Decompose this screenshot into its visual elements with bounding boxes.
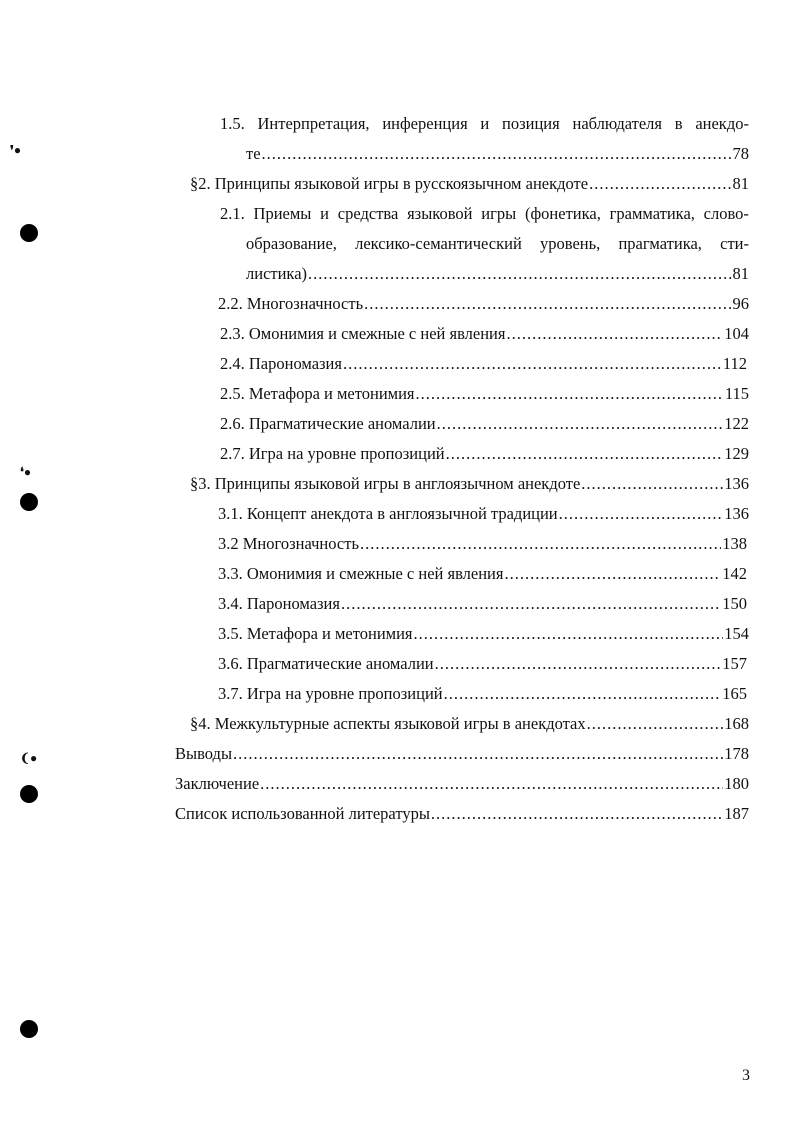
- dot-leader: [431, 804, 723, 824]
- toc-entry-title: 3.1. Концепт анекдота в англоязычной традиции: [218, 504, 558, 523]
- toc-word: Приемы: [253, 204, 312, 223]
- toc-entry-2-1-line2: [246, 234, 749, 254]
- toc-entry-title: 3.5. Метафора и метонимия: [218, 624, 413, 643]
- dot-leader: [435, 654, 722, 674]
- dot-leader: [262, 144, 732, 164]
- toc-word: и: [480, 114, 490, 133]
- toc-section-2: [190, 174, 749, 194]
- toc-page-number: 78: [732, 144, 749, 163]
- toc-word: (фонетика,: [524, 204, 601, 223]
- toc-page-number: 96: [732, 294, 749, 313]
- toc-entry-1-5-line1: [220, 114, 749, 134]
- toc-entry-2-2: [218, 294, 749, 314]
- toc-page-number: 165: [722, 684, 747, 703]
- toc-word: инференция: [382, 114, 468, 133]
- margin-mark-3: ❨●: [20, 751, 38, 765]
- toc-entry-3-6: [218, 654, 747, 674]
- toc-entry-1-5-line2: [246, 144, 749, 164]
- toc-entry-3-3: [218, 564, 747, 584]
- toc-page-number: 136: [724, 474, 749, 493]
- toc-page-number: 180: [724, 774, 749, 793]
- toc-entry-2-3: [220, 324, 749, 344]
- toc-word: в: [674, 114, 683, 133]
- toc-word: лексико-семантический: [355, 234, 522, 253]
- punch-hole-4: [20, 1020, 38, 1038]
- toc-entry-title: 2.5. Метафора и метонимия: [220, 384, 415, 403]
- toc-section-title: §3. Принципы языковой игры в англоязычном анекдоте: [190, 474, 581, 493]
- toc-entry-title: Заключение: [175, 774, 260, 793]
- dot-leader: [364, 294, 731, 314]
- toc-page-number: 138: [722, 534, 747, 553]
- toc-conclusions: [175, 744, 749, 764]
- dot-leader: [559, 504, 724, 524]
- dot-leader: [437, 414, 724, 434]
- toc-entry-3-1: [218, 504, 749, 524]
- toc-page-number: 115: [724, 384, 749, 403]
- toc-word: наблюдателя: [572, 114, 662, 133]
- dot-leader: [589, 174, 731, 194]
- dot-leader: [416, 384, 724, 404]
- toc-entry-title: 3.4. Парономазия: [218, 594, 340, 613]
- toc-entry-title: 3.6. Прагматические аномалии: [218, 654, 434, 673]
- dot-leader: [581, 474, 723, 494]
- dot-leader: [233, 744, 723, 764]
- toc-entry-title: 3.2 Многозначность: [218, 534, 359, 553]
- toc-word: образование,: [246, 234, 337, 253]
- toc-entry-title: Список использованной литературы: [175, 804, 430, 823]
- toc-page-number: 81: [732, 174, 749, 193]
- toc-entry-2-1-line1: [220, 204, 749, 224]
- toc-word: анекдо-: [695, 114, 749, 133]
- toc-word: сти-: [720, 234, 749, 253]
- toc-entry-title: 2.4. Парономазия: [220, 354, 342, 373]
- toc-entry-title: 2.7. Игра на уровне пропозиций: [220, 444, 445, 463]
- toc-word: слово-: [703, 204, 749, 223]
- toc-word: средства: [337, 204, 399, 223]
- toc-entry-2-4: [220, 354, 747, 374]
- toc-page-number: 142: [722, 564, 747, 583]
- page-number: 3: [742, 1067, 750, 1084]
- dot-leader: [587, 714, 724, 734]
- toc-entry-2-6: [220, 414, 749, 434]
- toc-page-number: 168: [724, 714, 749, 733]
- toc-page-number: 154: [724, 624, 749, 643]
- toc-entry-title: те: [246, 144, 261, 163]
- dot-leader: [343, 354, 722, 374]
- toc-word: и: [320, 204, 330, 223]
- toc-entry-title: листика): [246, 264, 308, 283]
- toc-word: позиция: [502, 114, 560, 133]
- toc-final-conclusion: [175, 774, 749, 794]
- toc-entry-3-7: [218, 684, 747, 704]
- dot-leader: [506, 324, 723, 344]
- punch-hole-2: [20, 493, 38, 511]
- toc-page-number: 129: [724, 444, 749, 463]
- toc-page-number: 122: [724, 414, 749, 433]
- toc-section-title: §4. Межкультурные аспекты языковой игры в анекдотах: [190, 714, 586, 733]
- toc-word: 2.1.: [220, 204, 245, 223]
- margin-mark-2: ❛●: [20, 465, 32, 479]
- toc-page-number: 112: [722, 354, 747, 373]
- toc-entry-3-2: [218, 534, 747, 554]
- toc-word: прагматика,: [618, 234, 702, 253]
- toc-page-number: 136: [724, 504, 749, 523]
- toc-word: Интерпретация,: [257, 114, 370, 133]
- toc-page-number: 150: [722, 594, 747, 613]
- punch-hole-1: [20, 224, 38, 242]
- toc-section-3: [190, 474, 749, 494]
- toc-entry-title: Выводы: [175, 744, 233, 763]
- toc-word: игры: [481, 204, 517, 223]
- toc-entry-3-5: [218, 624, 749, 644]
- toc-entry-title: 2.2. Многозначность: [218, 294, 364, 313]
- dot-leader: [341, 594, 721, 614]
- toc-page-number: 81: [732, 264, 749, 283]
- dot-leader: [504, 564, 721, 584]
- dot-leader: [260, 774, 723, 794]
- dot-leader: [360, 534, 721, 554]
- dot-leader: [444, 684, 722, 704]
- toc-page-number: 104: [724, 324, 749, 343]
- toc-page-number: 187: [724, 804, 749, 823]
- toc-entry-2-7: [220, 444, 749, 464]
- dot-leader: [446, 444, 724, 464]
- toc-entry-2-5: [220, 384, 749, 404]
- dot-leader: [308, 264, 731, 284]
- toc-section-4: [190, 714, 749, 734]
- punch-hole-3: [20, 785, 38, 803]
- toc-section-title: §2. Принципы языковой игры в русскоязычном анекдоте: [190, 174, 589, 193]
- toc-entry-2-1-line3: [246, 264, 749, 284]
- toc-page-number: 157: [722, 654, 747, 673]
- toc-word: грамматика,: [609, 204, 695, 223]
- dot-leader: [414, 624, 724, 644]
- toc-word: уровень,: [540, 234, 601, 253]
- toc-entry-title: 2.6. Прагматические аномалии: [220, 414, 436, 433]
- toc-entry-title: 3.7. Игра на уровне пропозиций: [218, 684, 443, 703]
- toc-word: 1.5.: [220, 114, 245, 133]
- toc-entry-title: 2.3. Омонимия и смежные с ней явления: [220, 324, 506, 343]
- toc-entry-title: 3.3. Омонимия и смежные с ней явления: [218, 564, 504, 583]
- margin-mark-1: ❜●: [10, 143, 22, 157]
- toc-entry-3-4: [218, 594, 747, 614]
- toc-word: языковой: [407, 204, 473, 223]
- toc-bibliography: [175, 804, 749, 824]
- toc-page-number: 178: [724, 744, 749, 763]
